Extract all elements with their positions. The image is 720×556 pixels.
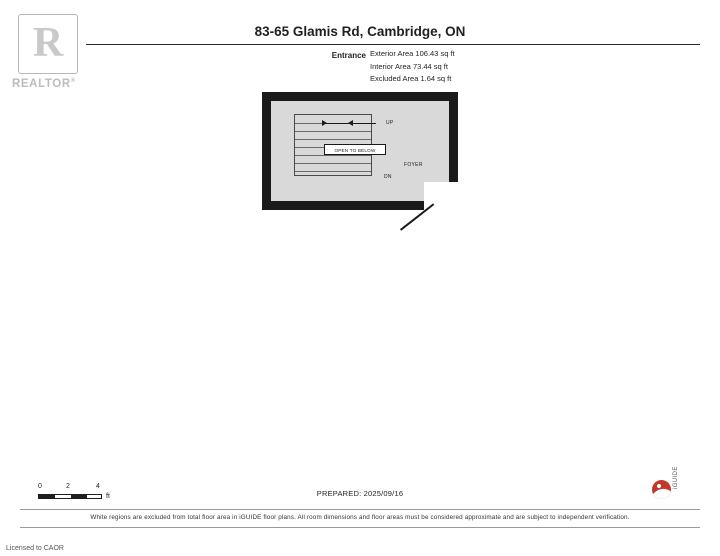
realtor-registered-mark: ® [70,78,76,85]
open-to-below-label: OPEN TO BELOW [324,144,386,155]
iguide-disc-icon [652,480,671,499]
realtor-mark-icon [18,14,78,74]
dn-arrow-line [352,123,376,124]
iguide-swoosh-shape [652,486,671,499]
room-label-foyer: FOYER [404,162,423,168]
area-interior: Interior Area 73.44 sq ft [370,61,448,71]
iguide-logo [642,466,686,502]
realtor-logo-letter: R [32,20,64,67]
realtor-wordmark-text: REALTOR [12,78,71,90]
iguide-dot-shape [657,484,661,488]
disclaimer-text: White regions are excluded from total floor area in iGUIDE floor plans. All room dimensions and floor areas must be considered approximate and are subject to independent verification. [90,514,630,521]
area-level-label: Entrance [331,51,366,60]
scale-tick-4: 4 [96,483,100,490]
scale-tick-0: 0 [38,483,42,490]
disclaimer-divider-bottom [20,527,700,528]
prepared-date: PREPARED: 2025/09/16 [316,489,404,498]
iguide-wordmark: iGUIDE [673,466,679,489]
area-lines [370,48,586,86]
stair-up-label: UP [386,120,394,126]
area-summary [326,48,586,86]
scale-unit-label: ft [106,493,110,500]
area-excluded: Excluded Area 1.64 sq ft [370,74,452,83]
page-title: 83-65 Glamis Rd, Cambridge, ON [254,24,466,39]
disclaimer-divider-top [20,509,700,510]
stair-down-label: DN [384,174,392,180]
up-arrow-line [326,123,350,124]
area-exterior: Exterior Area 106.43 sq ft [370,49,455,58]
up-arrow-head-left [322,120,327,126]
floorplan-drawing [262,92,458,210]
dn-arrow-head [348,120,353,126]
title-divider [86,44,700,45]
licensed-to-text: Licensed to CAOR [6,545,64,552]
realtor-wordmark [12,78,98,90]
scale-tick-2: 2 [66,483,70,490]
